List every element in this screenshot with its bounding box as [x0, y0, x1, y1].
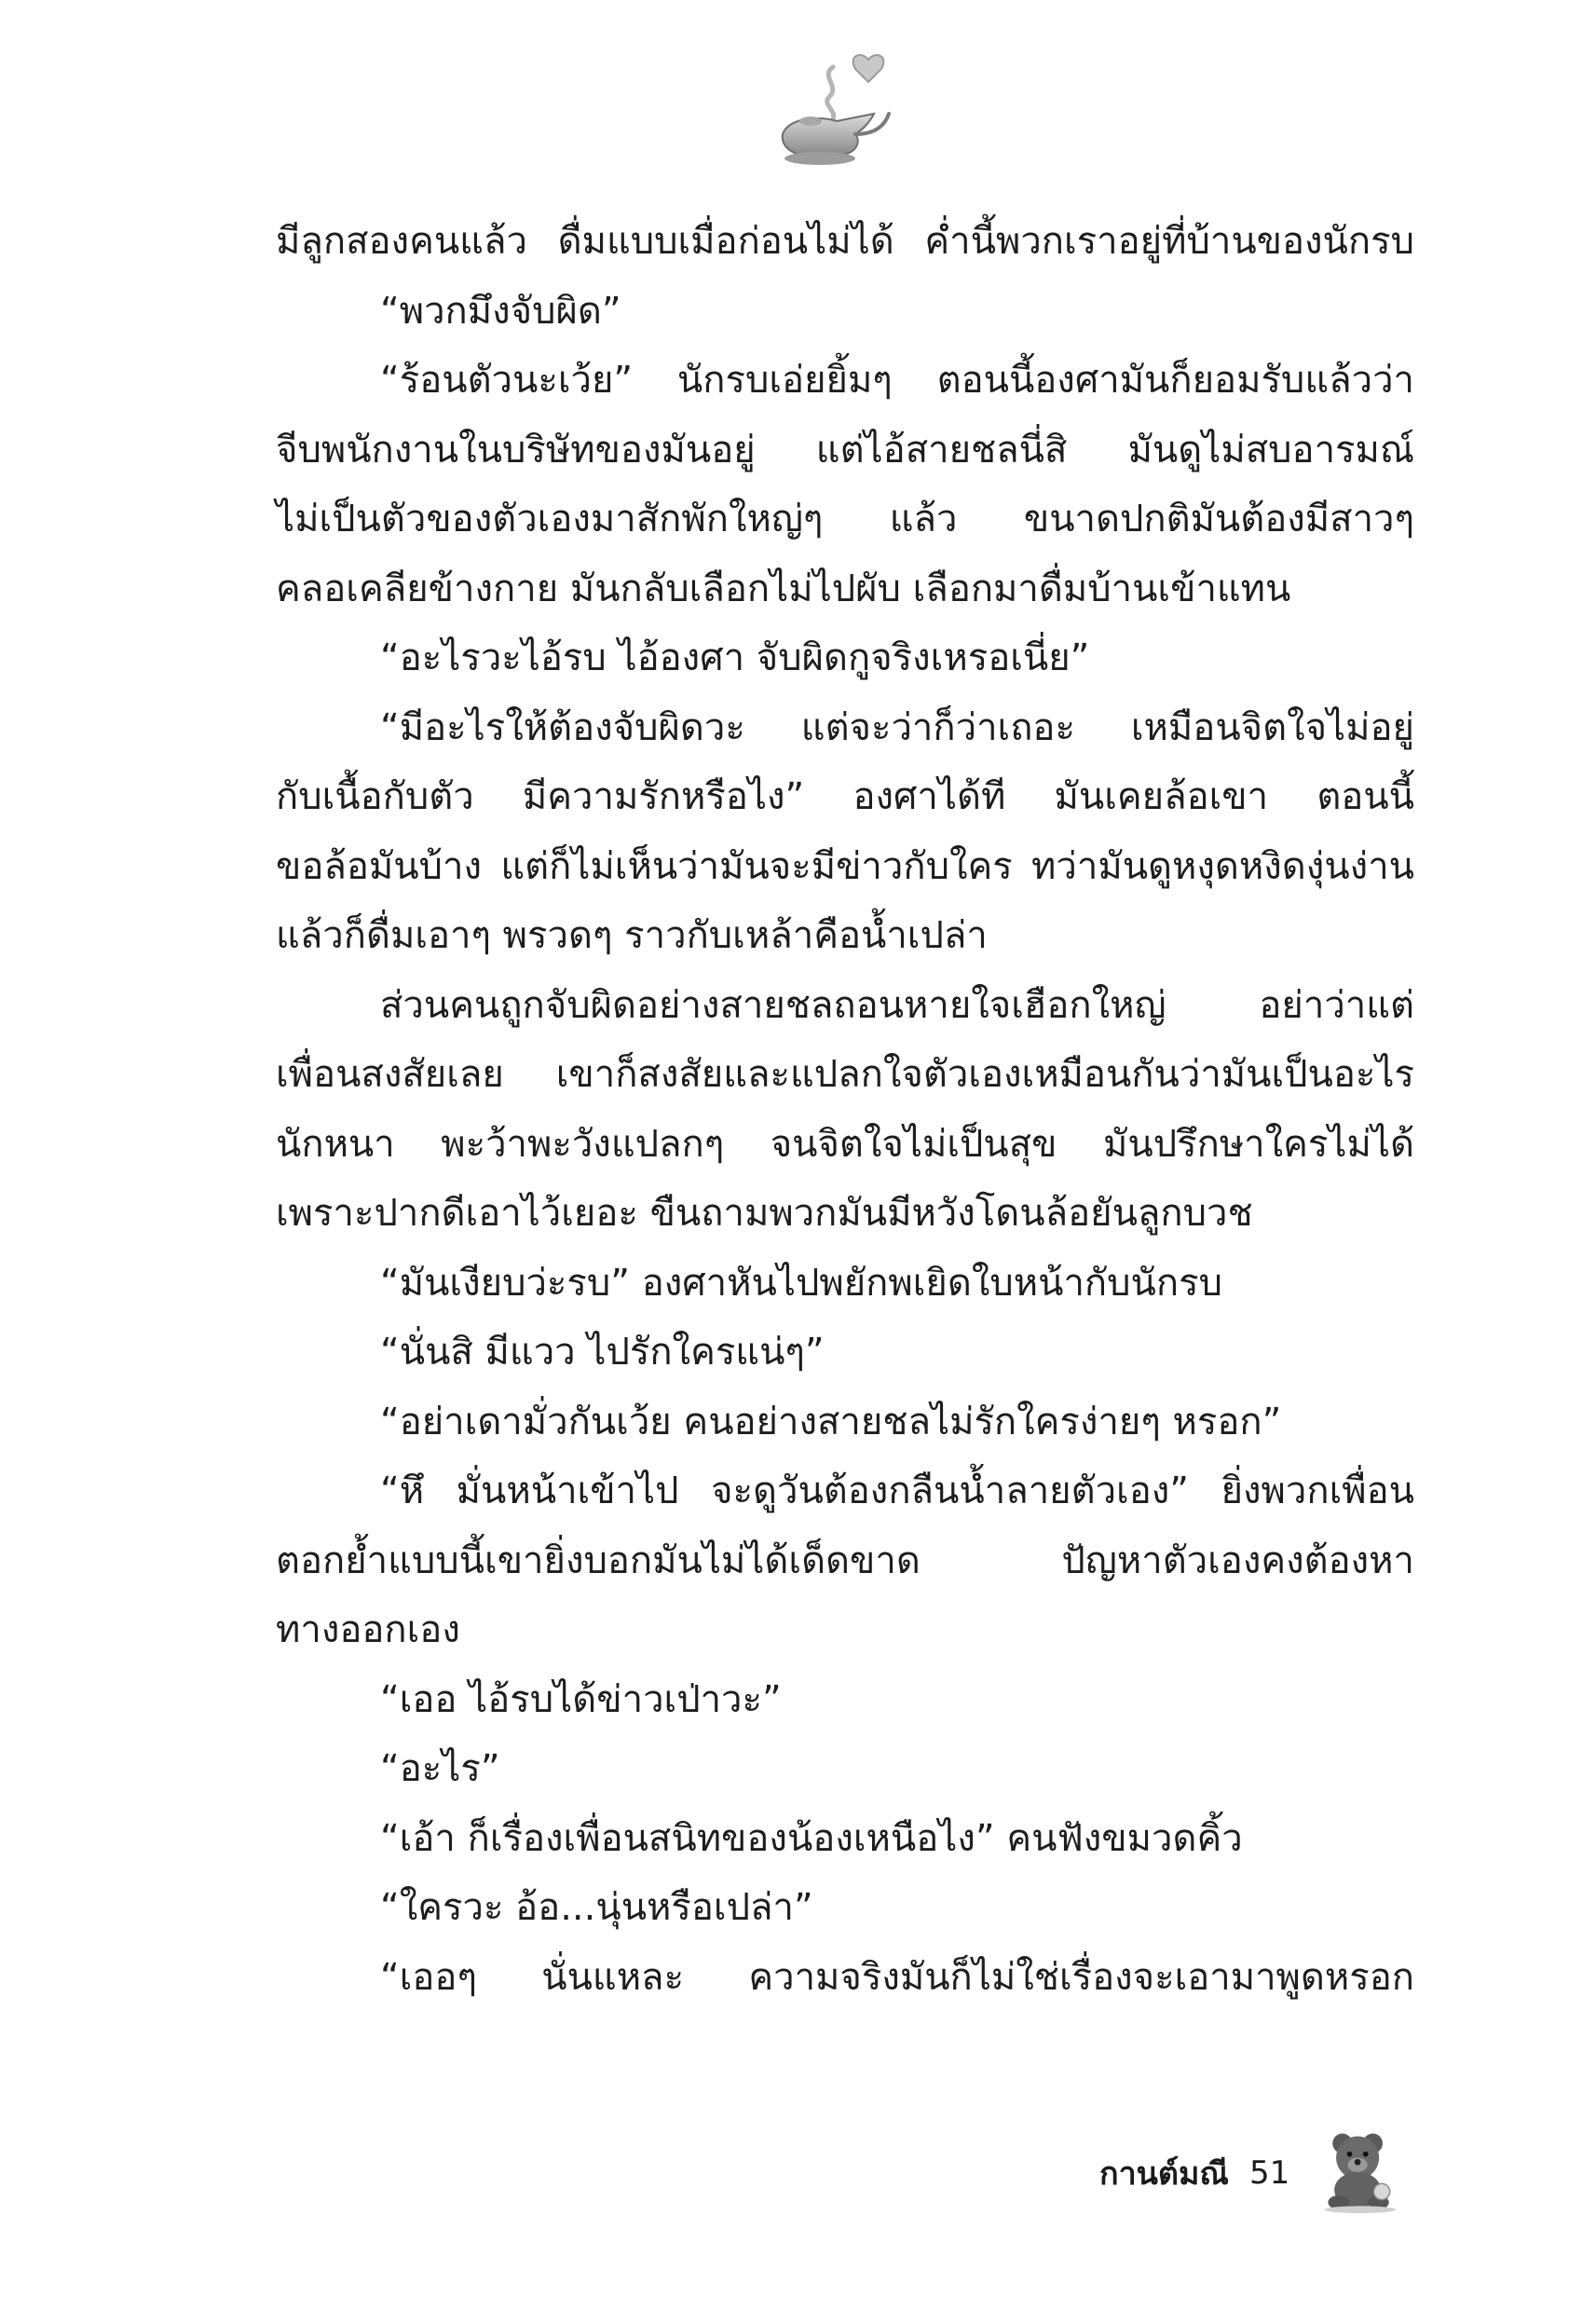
page-footer	[1099, 2143, 1405, 2203]
genie-lamp-heart-icon	[764, 48, 904, 170]
text-line: ส่วนคนถูกจับผิดอย่างสายชลถอนหายใจเฮือกใหญ่ อย่าว่าแต่	[380, 983, 1414, 1027]
text-line: ขอล้อมันบ้าง แต่ก็ไม่เห็นว่ามันจะมีข่าวกับใคร ทว่ามันดูหงุดหงิดงุ่นง่าน	[276, 844, 1414, 888]
text-line: นักหนา พะว้าพะวังแปลกๆ จนจิตใจไม่เป็นสุข มันปรึกษาใครไม่ได้	[276, 1122, 1414, 1166]
text-line: “เออๆ นั่นแหละ ความจริงมันก็ไม่ใช่เรื่องจะเอามาพูดหรอก	[380, 1955, 1414, 1999]
text-line: แล้วก็ดื่มเอาๆ พรวดๆ ราวกับเหล้าคือน้ำเปล่า	[276, 914, 988, 957]
text-line: คลอเคลียข้างกาย มันกลับเลือกไม่ไปผับ เลือกมาดื่มบ้านเข้าแทน	[276, 567, 1291, 610]
teddy-bear-icon	[1316, 2124, 1405, 2213]
text-line: “เออ ไอ้รบได้ข่าวเป่าวะ”	[380, 1677, 782, 1721]
book-title: กานต์มณี	[1099, 2155, 1229, 2193]
text-line: “นั่นสิ มีแวว ไปรักใครแน่ๆ”	[380, 1331, 825, 1374]
text-line: “อย่าเดามั่วกันเว้ย คนอย่างสายชลไม่รักใครง่ายๆ หรอก”	[380, 1400, 1282, 1443]
text-line: เพราะปากดีเอาไว้เยอะ ขืนถามพวกมันมีหวังโดนล้อยันลูกบวช	[276, 1192, 1253, 1235]
text-line: ทางออกเอง	[276, 1608, 460, 1651]
body-text	[276, 207, 1414, 2012]
text-line: “อะไรวะไอ้รบ ไอ้องศา จับผิดกูจริงเหรอเนี่ย”	[380, 636, 1090, 679]
text-line: “พวกมึงจับผิด”	[380, 289, 621, 333]
text-line: “เอ้า ก็เรื่องเพื่อนสนิทของน้องเหนือไง” คนฟังขมวดคิ้ว	[380, 1816, 1243, 1860]
page-number: 51	[1248, 2154, 1290, 2192]
text-line: “มันเงียบว่ะรบ” องศาหันไปพยักพเยิดใบหน้ากับนักรบ	[380, 1261, 1222, 1305]
text-line: จีบพนักงานในบริษัทของมันอยู่ แต่ไอ้สายชลนี่สิ มันดูไม่สบอารมณ์	[276, 428, 1414, 472]
text-line: “อะไร”	[380, 1747, 500, 1790]
text-line: ตอกย้ำแบบนี้เขายิ่งบอกมันไม่ได้เด็ดขาด ปัญหาตัวเองคงต้องหา	[276, 1538, 1414, 1582]
text-line: “มีอะไรให้ต้องจับผิดวะ แต่จะว่าก็ว่าเถอะ เหมือนจิตใจไม่อยู่	[380, 705, 1414, 749]
text-line: เพื่อนสงสัยเลย เขาก็สงสัยและแปลกใจตัวเองเหมือนกันว่ามันเป็นอะไร	[276, 1053, 1414, 1096]
text-line: “ใครวะ อ้อ...นุ่นหรือเปล่า”	[380, 1886, 813, 1929]
text-line: “ร้อนตัวนะเว้ย” นักรบเอ่ยยิ้มๆ ตอนนี้องศามันก็ยอมรับแล้วว่า	[380, 359, 1414, 402]
text-line: กับเนื้อกับตัว มีความรักหรือไง” องศาได้ที มันเคยล้อเขา ตอนนี้	[276, 775, 1414, 818]
text-line: “หึ มั่นหน้าเข้าไป จะดูวันต้องกลืนน้ำลายตัวเอง” ยิ่งพวกเพื่อน	[380, 1470, 1414, 1512]
text-line: มีลูกสองคนแล้ว ดื่มแบบเมื่อก่อนไม่ได้ ค่ำนี้พวกเราอยู่ที่บ้านของนักรบ	[276, 220, 1414, 263]
text-line: ไม่เป็นตัวของตัวเองมาสักพักใหญ่ๆ แล้ว ขนาดปกติมันต้องมีสาวๆ	[276, 498, 1414, 540]
